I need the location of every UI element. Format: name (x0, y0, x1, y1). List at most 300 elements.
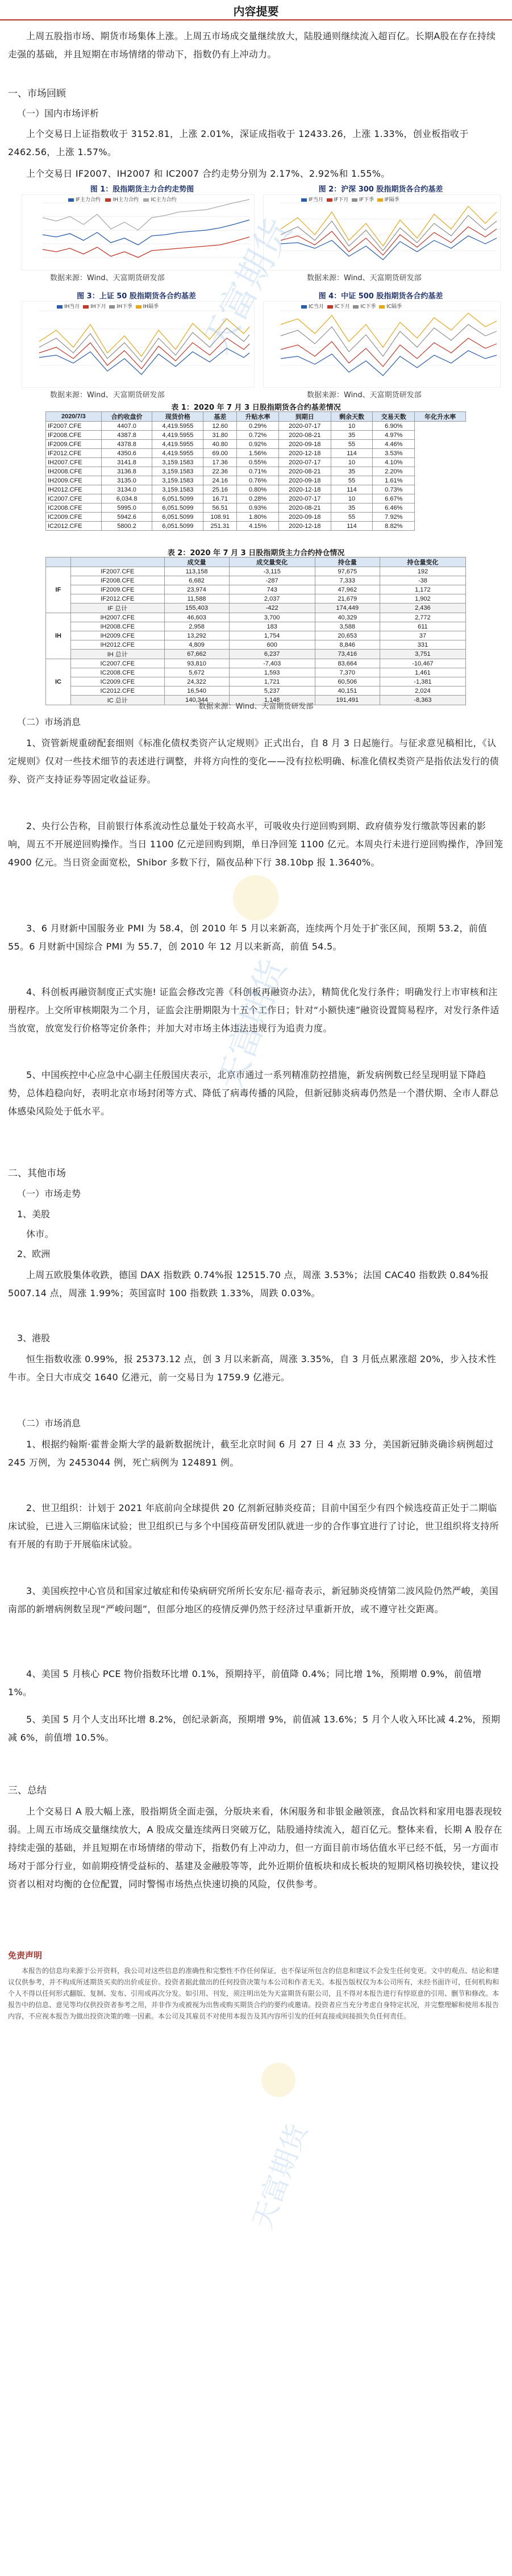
table-cell: 2020-09-18 (278, 440, 331, 449)
table-cell: 0.73% (373, 485, 415, 494)
chart-legend (301, 302, 402, 310)
chart-source: 数据来源：Wind、天富期货研发部 (307, 391, 422, 399)
table-cell: 3134.0 (101, 485, 152, 494)
disclaimer-text: 本报告的信息均来源于公开资料，我公司对这些信息的准确性和完整性不作任何保证，也不保证所包含的信息和建议不会发生任何变更。文中的观点、结论和建议仅供参考，并不构成所述期货买卖的出价或征价。投资者据此做出的任何投资决策与本公司和作者无关。本报告版权仅为本公司所有，未经书面许可，任何机构和个人不得以任何形式翻版、复制、发布、引用或再次分发。如引用、刊发，须注明出处为天富期货有限公司，且不得对本报告进行有悖原意的引用、删节和修改。本报告中的信息、意见等均仅供投资者参考之用，并非作为或被视为出售或购买期货合约的要约或邀请。投资者应当充分考虑自身特定状况，并完整理解和使用本报告内容，不应视本报告为做出投资决策的唯一因素。本公司及其雇员不对使用本报告及其内容所引发的任何直接或间接损失负任何责任。 (8, 1967, 499, 2020)
table-cell: 3,159.1583 (152, 458, 203, 467)
table-cell: IH 总计 (70, 650, 164, 659)
chart-legend (68, 195, 176, 203)
table-cell: IH2012.CFE (46, 485, 102, 494)
table-cell: 2020-09-18 (278, 513, 331, 522)
table-cell: 60,506 (315, 677, 380, 686)
table-cell: 4,419.5955 (152, 449, 203, 458)
table-cell: 11,588 (164, 594, 229, 604)
table-cell: 2020-07-17 (278, 458, 331, 467)
table-cell: 97,675 (315, 567, 380, 576)
table-cell: 83,664 (315, 659, 380, 668)
table-cell: 21,679 (315, 594, 380, 604)
table-cell: 0.93% (237, 503, 279, 513)
table-caption: 表 2：2020 年 7 月 3 日股指期货主力合约持仓情况 (167, 549, 345, 557)
chart-source: 数据来源：Wind、天富期货研发部 (50, 391, 165, 399)
table-cell: 331 (380, 640, 465, 650)
legend-label: IF下季 (359, 197, 374, 203)
column-header: 2020/7/3 (46, 412, 102, 422)
table-cell: 35 (331, 467, 373, 476)
table-row (46, 686, 466, 696)
chart-if-basis (263, 194, 501, 270)
table-cell: 46,603 (164, 613, 229, 622)
table-row (46, 513, 466, 522)
svg-text:天富期货: 天富期货 (205, 211, 301, 360)
table-cell: 0.55% (237, 458, 279, 467)
table-cell: 8,846 (315, 640, 380, 650)
table-row (46, 622, 466, 631)
table-cell: 6,051.5099 (152, 494, 203, 503)
table-cell: 17.36 (203, 458, 237, 467)
section-heading-market-review: 一、市场回顾 (8, 88, 66, 99)
news-item: 1、根据约翰斯·霍普金斯大学的最新数据统计，截至北京时间 6 月 27 日 4 点 33 分，美国新冠肺炎确诊病例超过 245 万例，为 2453044 例，死亡病例为 124891 例。 (8, 1439, 494, 1468)
table-cell: IC2007.CFE (46, 494, 102, 503)
table-cell: 4.97% (373, 431, 415, 440)
table-cell: 1.80% (237, 513, 279, 522)
column-header: 交易天数 (373, 412, 415, 422)
news-item: 4、美国 5 月核心 PCE 物价指数环比增 0.1%，预期持平，前值降 0.4%；同比增 1%，预期增 0.9%，前值增 1%。 (8, 1668, 482, 1697)
table-cell: -422 (229, 604, 315, 613)
column-header: 持仓量变化 (380, 557, 465, 567)
table-cell: 191,491 (315, 696, 380, 705)
table-cell: IC2009.CFE (46, 513, 102, 522)
table-cell: IH2009.CFE (46, 476, 102, 485)
column-header: 成交量变化 (229, 557, 315, 567)
subsection-heading-domestic: （一）国内市场评析 (17, 108, 99, 119)
table-cell: 55 (331, 440, 373, 449)
table-cell: 183 (229, 622, 315, 631)
legend-label: IH当月 (64, 304, 80, 310)
table-cell: IC2007.CFE (70, 659, 164, 668)
table-header-row (46, 412, 466, 422)
news-item: 1、资管新规重磅配套细则《标准化债权类资产认定规则》正式出台，自 8 月 3 日起施行。与征求意见稿相比，《认定规则》仅对一些技术细节的表述进行调整，并将方向性的变化——没有拉松明确、标准化债权类资产是指依法发行的债券、资产支持证券等固定收益证券。 (8, 738, 499, 785)
table-cell: 10 (331, 458, 373, 467)
table-cell: 23,974 (164, 585, 229, 594)
legend-swatch (83, 305, 89, 309)
section-heading-summary: 三、总结 (8, 1785, 47, 1796)
column-header: 基差 (203, 412, 237, 422)
table-cell: 1,593 (229, 668, 315, 677)
table-row (46, 604, 466, 613)
table-cell: 108.91 (203, 513, 237, 522)
table-cell: 2020-08-21 (278, 467, 331, 476)
position-table (45, 557, 466, 705)
table-cell: 5800.2 (101, 522, 152, 531)
chart-legend (57, 302, 159, 310)
legend-label: IC下季 (360, 304, 376, 310)
news-item: 5、中国疾控中心应急中心副主任殷国庆表示，北京市通过一系列精准防控措施，新发病例数已经呈现明显下降趋势，总体趋稳向好，表明北京市场封闭等方式、降低了病毒传播的风险，但新冠肺炎病毒仍然是一个潜伏期、全市人群总体感染风险处于低水平。 (8, 1069, 499, 1117)
legend-label: IC主力合约 (151, 197, 177, 203)
legend-label: IH下季 (116, 304, 132, 310)
table-cell: IF2008.CFE (46, 431, 102, 440)
legend-swatch (68, 198, 74, 202)
table-cell: 5942.6 (101, 513, 152, 522)
table-cell: 611 (380, 622, 465, 631)
legend-swatch (105, 198, 111, 202)
table-cell: 2020-07-17 (278, 422, 331, 431)
chart-source: 数据来源：Wind、天富期货研发部 (50, 274, 165, 282)
table-cell: 73,416 (315, 650, 380, 659)
group-label: IH (46, 613, 71, 659)
table-cell: 2020-08-21 (278, 503, 331, 513)
svg-text:天富期货: 天富期货 (216, 954, 294, 1096)
table-cell: 140,344 (164, 696, 229, 705)
table-cell: IF2007.CFE (70, 567, 164, 576)
table-cell: 1,754 (229, 631, 315, 640)
table-cell: 4378.8 (101, 440, 152, 449)
table-cell: 35 (331, 503, 373, 513)
table-cell: 6,051.5099 (152, 522, 203, 531)
disclaimer-title: 免责声明 (8, 1950, 43, 1961)
legend-swatch (352, 198, 357, 202)
table-cell: 251.31 (203, 522, 237, 531)
legend-label: IC隔季 (386, 304, 402, 310)
table-cell: 1,461 (380, 668, 465, 677)
table-cell: IC2009.CFE (70, 677, 164, 686)
table-row (46, 458, 466, 467)
table-cell: 6,237 (229, 650, 315, 659)
chart-legend (301, 195, 399, 203)
table-cell: IF2009.CFE (46, 440, 102, 449)
hk-heading: 3、港股 (17, 1333, 51, 1343)
basis-table (45, 411, 466, 531)
table-cell: 4,419.5955 (152, 440, 203, 449)
table-cell: 5,237 (229, 686, 315, 696)
table-cell: 3136.8 (101, 467, 152, 476)
table-cell: 0.76% (237, 476, 279, 485)
column-header: 年化升水率 (415, 412, 466, 422)
table-cell: 4.46% (373, 440, 415, 449)
chart-ih-basis (22, 301, 255, 388)
chart-source: 数据来源：Wind、天富期货研发部 (307, 274, 422, 282)
table-cell: IC 总计 (70, 696, 164, 705)
table-cell: 192 (380, 567, 465, 576)
legend-swatch (143, 198, 149, 202)
table-cell: IH2009.CFE (70, 631, 164, 640)
table-cell: 4.10% (373, 458, 415, 467)
table-cell: 6,682 (164, 576, 229, 585)
legend-swatch (327, 305, 333, 309)
table-cell: 2020-12-18 (278, 522, 331, 531)
table-cell: 4350.6 (101, 449, 152, 458)
table-cell: 2,436 (380, 604, 465, 613)
table-row (46, 594, 466, 604)
table-cell: 0.72% (237, 431, 279, 440)
table-cell: 55 (331, 476, 373, 485)
table-cell: 0.92% (237, 440, 279, 449)
table-cell: -38 (380, 576, 465, 585)
table-row (46, 440, 466, 449)
column-header: 剩余天数 (331, 412, 373, 422)
table-cell: 2,024 (380, 686, 465, 696)
table-cell: 2,772 (380, 613, 465, 622)
news-item: 2、世卫组织：计划于 2021 年底前向全球提供 20 亿剂新冠肺炎疫苗；目前中国至少有四个候选疫苗正处于二期临床试验，已进入三期临床试验；世卫组织已与多个中国疫苗研发团队就进一步的合作事宜进行了讨论，世卫组织将支持所有开展的有助于开展临床试验。 (8, 1503, 499, 1550)
subsection-heading-trend: （一）市场走势 (17, 1188, 81, 1199)
table-cell: IH2008.CFE (46, 467, 102, 476)
news-item: 4、科创板再融资制度正式实施! 证监会修改完善《科创板再融资办法》，精简优化发行条件；明确发行上市审核和注册程序。上交所审核期限为二个月，证监会注册期限为十五个工作日；针对“小额快速”融资设置简易程序，对发行条件适当放宽，放宽发行价格等定价条件；并加大对市场主体违法违规行为追责力度。 (8, 987, 499, 1034)
table-cell: -10,467 (380, 659, 465, 668)
table-cell: 1,721 (229, 677, 315, 686)
table-cell: IF2007.CFE (46, 422, 102, 431)
table-cell: 5,672 (164, 668, 229, 677)
header-rule (0, 19, 512, 20)
table-cell: 4,809 (164, 640, 229, 650)
table-cell: IF2008.CFE (70, 576, 164, 585)
column-header: 升贴水率 (237, 412, 279, 422)
legend-swatch (109, 305, 115, 309)
table-cell: 10 (331, 494, 373, 503)
table-cell: 3135.0 (101, 476, 152, 485)
legend-swatch (136, 305, 141, 309)
chart-title: 图 3：上证 50 股指期货各合约基差 (77, 292, 196, 301)
table-cell: 3.53% (373, 449, 415, 458)
table-cell: 1.61% (373, 476, 415, 485)
column-header: 现货价格 (152, 412, 203, 422)
table-row (46, 485, 466, 494)
table-cell: 13,292 (164, 631, 229, 640)
table-cell: 31.80 (203, 431, 237, 440)
table-cell: 2020-08-21 (278, 431, 331, 440)
summary-paragraph: 上周五股指市场、期货市场集体上涨。上周五市场成交量继续放大，陆股通则继续流入超百亿。长期A股在存在持续走强的基础，并且短期在市场情绪的带动下，指数仍有上冲动力。 (8, 31, 496, 60)
table-cell: 174,449 (315, 604, 380, 613)
table-cell: 16,540 (164, 686, 229, 696)
table-row (46, 659, 466, 668)
table-row (46, 476, 466, 485)
table-cell: 67,662 (164, 650, 229, 659)
europe-text: 上周五欧股集体收跌，德国 DAX 指数跌 0.74%报 12515.70 点，周涨 3.53%；法国 CAC40 指数跌 0.84%报 5007.14 点，周涨 1.99%；英国富时 100 指数跌 1.33%，周跌 0.03%。 (8, 1270, 489, 1299)
table-cell: IC2012.CFE (70, 686, 164, 696)
header-title: 内容提要 (233, 5, 279, 18)
table-cell: -7,403 (229, 659, 315, 668)
table-cell: 37 (380, 631, 465, 640)
table-cell: 47,962 (315, 585, 380, 594)
table-cell: 7.92% (373, 513, 415, 522)
table-row (46, 640, 466, 650)
news-item: 3、美国疾控中心官员和国家过敏症和传染病研究所所长安东尼·福奇表示，新冠肺炎疫情第二波风险仍然严峻，美国南部的新增病例数呈现“严峻问题”，但部分地区的疫情反弹仍然于经济过早重新开放，或不遵守社交距离。 (8, 1585, 498, 1614)
legend-label: IH主力合约 (113, 197, 139, 203)
table-cell: 113,158 (164, 567, 229, 576)
table-cell: 2.20% (373, 467, 415, 476)
column-header (46, 557, 71, 567)
table-cell: IF 总计 (70, 604, 164, 613)
legend-label: IF下月 (334, 197, 349, 203)
table-cell: IH2008.CFE (70, 622, 164, 631)
table-row (46, 567, 466, 576)
table-cell: 40.80 (203, 440, 237, 449)
table-cell: 1,172 (380, 585, 465, 594)
news-item: 2、央行公告称，目前银行体系流动性总量处于较高水平，可吸收央行逆回购到期、政府债券发行缴款等因素的影响，周五不开展逆回购操作。当日 1100 亿元逆回购到期，单日净回笼 1100 亿元。本周央行未进行逆回购操作，净回笼 4900 亿元。当日资金面宽松，Shibor 多数下行，隔夜品种下行 38.10bp 报 1.3640%。 (8, 821, 503, 868)
table-cell: 20,653 (315, 631, 380, 640)
table-cell: -8,363 (380, 696, 465, 705)
table-cell: 10 (331, 422, 373, 431)
hk-text: 恒生指数收涨 0.99%，报 25373.12 点，创 3 月以来新高，周涨 3.35%，自 3 月低点累涨超 20%，步入技术性牛市。全日大市成交 1640 亿港元，前一交易日为 1759.9 亿港元。 (8, 1354, 497, 1383)
column-header: 合约收盘价 (101, 412, 152, 422)
table-cell: 0.71% (237, 467, 279, 476)
table-cell: -287 (229, 576, 315, 585)
legend-swatch (301, 198, 307, 202)
legend-label: IF当月 (309, 197, 323, 203)
table-cell: 6,034.8 (101, 494, 152, 503)
us-stock-heading: 1、美股 (17, 1209, 51, 1220)
table-cell: 0.29% (237, 422, 279, 431)
table-cell: 4407.0 (101, 422, 152, 431)
table-cell: 4,419.5955 (152, 431, 203, 440)
legend-swatch (301, 305, 307, 309)
table-cell: 2,037 (229, 594, 315, 604)
table-row (46, 494, 466, 503)
table-header-row (46, 557, 466, 567)
table-cell: 4,419.5955 (152, 422, 203, 431)
table-row (46, 576, 466, 585)
table-cell: 2,958 (164, 622, 229, 631)
position-table-body (46, 567, 466, 705)
table-cell: 1,148 (229, 696, 315, 705)
table-cell: 6.67% (373, 494, 415, 503)
table-row (46, 522, 466, 531)
table-row (46, 503, 466, 513)
table-cell: 0.28% (237, 494, 279, 503)
legend-label: IC下月 (334, 304, 350, 310)
table-cell: IF2012.CFE (70, 594, 164, 604)
table-row (46, 431, 466, 440)
table-cell: 3,751 (380, 650, 465, 659)
table-row (46, 631, 466, 640)
table-cell: 6.46% (373, 503, 415, 513)
table-cell: 56.51 (203, 503, 237, 513)
table-row (46, 613, 466, 622)
table-cell: IF2012.CFE (46, 449, 102, 458)
table-source: 数据来源：Wind、天富期货研发部 (198, 702, 314, 711)
legend-swatch (353, 305, 359, 309)
conclusion-paragraph: 上个交易日 A 股大幅上涨，股指期货全面走强，分版块来看，休闲服务和非银金融领涨，食品饮料和家用电器表现较弱。上周五市场成交量继续放大，A 股成交量连续两日突破万亿，陆股通持续流入，超百亿元。整体来看，长期 A 股存在持续走强的基础，并且短期在市场情绪的带动下，指数仍有上冲动力，但一方面目前市场估值水平已经不低，另一方面市场对于部分行业，如前期疫情受益标的、基建及金融股等等，此外近期价值板块和成长板块的短期风格切换较快，建议投资者以相对均衡的仓位配置，同时警惕市场热点快速切换的风险，仅供参考。 (8, 1806, 502, 1890)
table-cell: 114 (331, 485, 373, 494)
table-cell: 2020-09-18 (278, 476, 331, 485)
table-cell: 6.90% (373, 422, 415, 431)
table-cell: 114 (331, 522, 373, 531)
column-header: 成交量 (164, 557, 229, 567)
column-header: 持仓量 (315, 557, 380, 567)
table-cell: IC2012.CFE (46, 522, 102, 531)
table-row (46, 668, 466, 677)
legend-swatch (327, 198, 332, 202)
table-cell: 8.82% (373, 522, 415, 531)
table-cell: 16.71 (203, 494, 237, 503)
table-cell: 1.56% (237, 449, 279, 458)
table-cell: -1,381 (380, 677, 465, 686)
paragraph-futures-change: 上个交易日 IF2007、IH2007 和 IC2007 合约走势分别为 2.17%、2.92%和 1.55%。 (26, 168, 390, 179)
table-row (46, 449, 466, 458)
chart-title: 图 4：中证 500 股指期货各合约基差 (318, 292, 443, 301)
legend-label: IH下月 (90, 304, 106, 310)
legend-swatch (379, 305, 385, 309)
table-caption: 表 1：2020 年 7 月 3 日股指期货各合约基差情况 (171, 403, 341, 412)
basis-table-body (46, 422, 466, 531)
legend-label: IC当月 (309, 304, 324, 310)
table-cell: IC2008.CFE (70, 668, 164, 677)
table-cell: IH2012.CFE (70, 640, 164, 650)
chart-ic-basis (263, 301, 501, 388)
table-cell: 1,902 (380, 594, 465, 604)
table-cell: 114 (331, 449, 373, 458)
table-cell: 25.16 (203, 485, 237, 494)
table-cell: 4.15% (237, 522, 279, 531)
paragraph-index-close: 上个交易日上证指数收于 3152.81，上涨 2.01%，深证成指收于 12433.26，上涨 1.33%，创业板指收于 2462.56，上涨 1.57%。 (8, 128, 469, 157)
table-cell: 600 (229, 640, 315, 650)
subsection-heading-news: （二）市场消息 (17, 717, 81, 727)
table-cell: 40,329 (315, 613, 380, 622)
europe-heading: 2、欧洲 (17, 1249, 51, 1259)
table-cell: 2020-07-17 (278, 494, 331, 503)
table-cell: 3,159.1583 (152, 485, 203, 494)
table-cell: 5995.0 (101, 503, 152, 513)
watermark-logo (244, 2046, 335, 2253)
section-heading-other-markets: 二、其他市场 (8, 1168, 66, 1179)
table-cell: 3,159.1583 (152, 467, 203, 476)
table-row (46, 650, 466, 659)
legend-swatch (57, 305, 63, 309)
table-cell: 24,322 (164, 677, 229, 686)
table-cell: 0.80% (237, 485, 279, 494)
group-label: IF (46, 567, 71, 613)
news-item: 3、6 月财新中国服务业 PMI 为 58.4，创 2010 年 5 月以来新高，连续两个月处于扩张区间，预期 53.2，前值 55。6 月财新中国综合 PMI 为 55.7，创 2010 年 12 月以来新高，前值 54.5。 (8, 923, 488, 952)
table-cell: 69.00 (203, 449, 237, 458)
table-row (46, 677, 466, 686)
legend-swatch (377, 198, 383, 202)
table-cell: 3,159.1583 (152, 476, 203, 485)
table-cell: 6,051.5099 (152, 513, 203, 522)
table-cell: IH2007.CFE (46, 458, 102, 467)
table-row (46, 422, 466, 431)
column-header (70, 557, 164, 567)
table-cell: 55 (331, 513, 373, 522)
svg-text:天富期货: 天富期货 (246, 2120, 314, 2233)
table-cell: IH2007.CFE (70, 613, 164, 622)
us-stock-text: 休市。 (26, 1229, 54, 1239)
table-cell: 4387.8 (101, 431, 152, 440)
table-cell: 155,403 (164, 604, 229, 613)
table-cell: 24.16 (203, 476, 237, 485)
table-cell: 7,370 (315, 668, 380, 677)
chart-title: 图 1：股指期货主力合约走势图 (90, 185, 194, 194)
chart-main-contract-trend (22, 194, 255, 270)
table-cell: IF2009.CFE (70, 585, 164, 594)
table-cell: 2020-12-18 (278, 485, 331, 494)
table-cell: 6,051.5099 (152, 503, 203, 513)
chart-title: 图 2：沪深 300 股指期货各合约基差 (318, 185, 443, 194)
table-cell: -3,115 (229, 567, 315, 576)
table-cell: 12.60 (203, 422, 237, 431)
table-row (46, 467, 466, 476)
subsection-heading-global-news: （二）市场消息 (17, 1418, 81, 1429)
table-cell: 22.36 (203, 467, 237, 476)
table-cell: 743 (229, 585, 315, 594)
table-cell: 3,700 (229, 613, 315, 622)
legend-label: IF隔季 (384, 197, 399, 203)
table-cell: 7,333 (315, 576, 380, 585)
column-header: 到期日 (278, 412, 331, 422)
table-row (46, 585, 466, 594)
legend-label: IF主力合约 (76, 197, 101, 203)
legend-label: IH隔季 (143, 304, 159, 310)
table-cell: 2020-12-18 (278, 449, 331, 458)
table-cell: 93,810 (164, 659, 229, 668)
table-cell: 40,151 (315, 686, 380, 696)
table-cell: 35 (331, 431, 373, 440)
